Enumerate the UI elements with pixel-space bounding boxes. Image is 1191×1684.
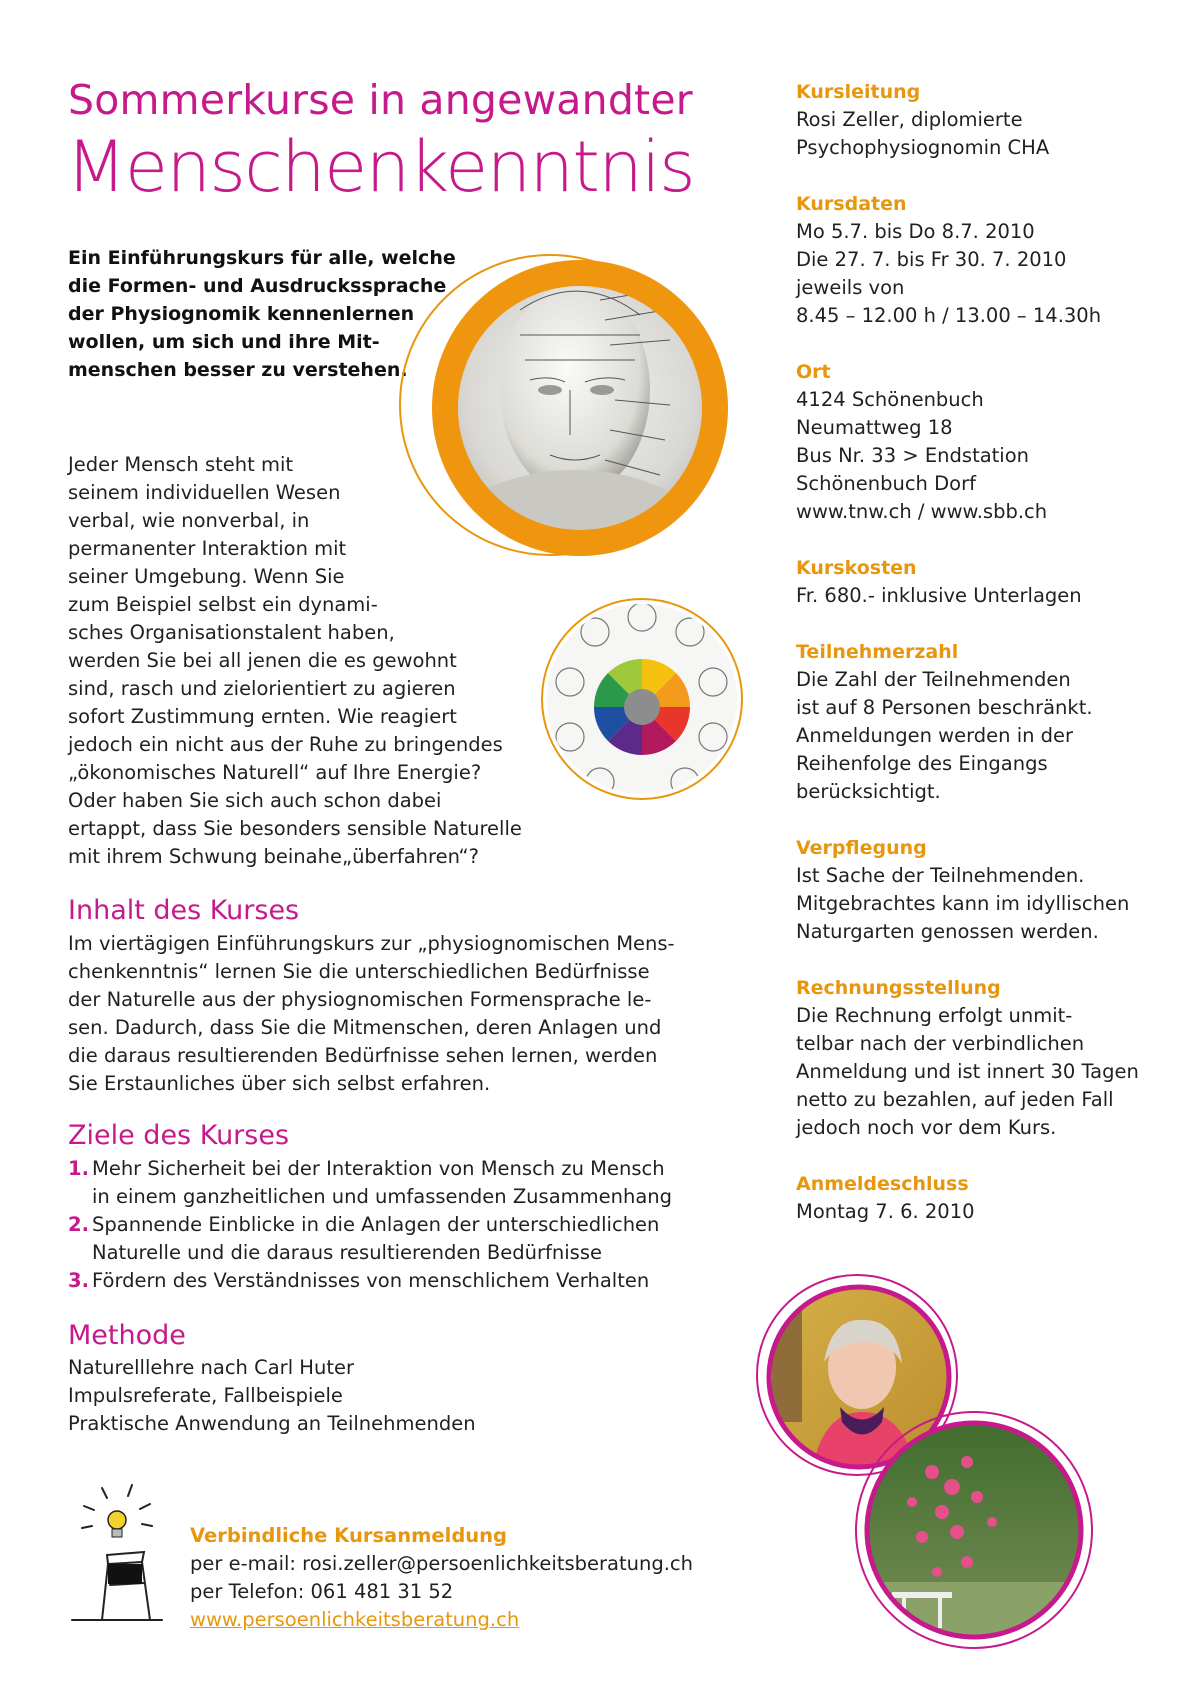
methode-line: Naturelllehre nach Carl Huter xyxy=(68,1356,354,1379)
sidebar-line: Die Rechnung erfolgt unmit- xyxy=(796,1004,1073,1027)
sidebar-line: Ist Sache der Teilnehmenden. xyxy=(796,864,1085,887)
title-line-1: Sommerkurse in angewandter xyxy=(68,76,693,124)
body-line: Jeder Mensch steht mit xyxy=(68,453,294,476)
sidebar-label: Kursleitung xyxy=(796,81,921,103)
sidebar-section-kursdaten xyxy=(796,190,1176,330)
list-line: Spannende Einblicke in die Anlagen der unterschiedlichen xyxy=(92,1213,660,1236)
contact-phone: per Telefon: 061 481 31 52 xyxy=(190,1580,454,1603)
sidebar-line: Anmeldungen werden in der xyxy=(796,724,1074,747)
body-line: jedoch ein nicht aus der Ruhe zu bringendes xyxy=(68,733,503,756)
sidebar-line: ist auf 8 Personen beschränkt. xyxy=(796,696,1093,719)
inhalt-line: sen. Dadurch, dass Sie die Mitmenschen, deren Anlagen und xyxy=(68,1016,662,1039)
body-line: Oder haben Sie sich auch schon dabei xyxy=(68,789,442,812)
sidebar-line: Naturgarten genossen werden. xyxy=(796,920,1099,943)
contact-block xyxy=(190,1522,693,1634)
sidebar-section-teilnehmerzahl xyxy=(796,638,1176,806)
sidebar-line: Psychophysiognomin CHA xyxy=(796,136,1050,159)
contact-label: Verbindliche Kursanmeldung xyxy=(190,1524,507,1547)
sidebar-line: Fr. 680.- inklusive Unterlagen xyxy=(796,584,1082,607)
list-item xyxy=(68,1267,672,1295)
sidebar-section-rechnungsstellung xyxy=(796,974,1176,1142)
intro-line: menschen besser zu verstehen. xyxy=(68,359,408,381)
sidebar-section-ort xyxy=(796,358,1176,526)
sidebar-label: Verpflegung xyxy=(796,837,927,859)
methode-line: Praktische Anwendung an Teilnehmenden xyxy=(68,1412,476,1435)
sidebar-label: Teilnehmerzahl xyxy=(796,641,959,663)
sidebar-line: Rosi Zeller, diplomierte xyxy=(796,108,1023,131)
lightbulb-chair-logo xyxy=(62,1480,172,1630)
inhalt-line: Im viertägigen Einführungskurs zur „physiognomischen Mens- xyxy=(68,932,675,955)
sidebar-line: jeweils von xyxy=(796,276,905,299)
body-line: zum Beispiel selbst ein dynami- xyxy=(68,593,378,616)
inhalt-paragraph xyxy=(68,930,675,1098)
sidebar-line: Mitgebrachtes kann im idyllischen xyxy=(796,892,1130,915)
inhalt-line: der Naturelle aus der physiognomischen Formensprache le- xyxy=(68,988,652,1011)
sidebar-section-verpflegung xyxy=(796,834,1176,946)
sidebar-line: Mo 5.7. bis Do 8.7. 2010 xyxy=(796,220,1035,243)
sidebar-line: www.tnw.ch / www.sbb.ch xyxy=(796,500,1048,523)
sidebar-label: Ort xyxy=(796,361,831,383)
sidebar-line: berücksichtigt. xyxy=(796,780,941,803)
sidebar-line: Anmeldung und ist innert 30 Tagen xyxy=(796,1060,1139,1083)
body-paragraph xyxy=(68,451,522,871)
sidebar-line: Montag 7. 6. 2010 xyxy=(796,1200,975,1223)
inhalt-line: chenkenntnis“ lernen Sie die unterschiedlichen Bedürfnisse xyxy=(68,960,650,983)
body-line: ertappt, dass Sie besonders sensible Naturelle xyxy=(68,817,522,840)
ziele-heading: Ziele des Kurses xyxy=(68,1120,290,1151)
list-item xyxy=(68,1211,672,1267)
body-line: sofort Zustimmung ernten. Wie reagiert xyxy=(68,705,457,728)
body-line: sind, rasch und zielorientiert zu agieren xyxy=(68,677,456,700)
inhalt-line: die daraus resultierenden Bedürfnisse sehen lernen, werden xyxy=(68,1044,658,1067)
intro-line: wollen, um sich und ihre Mit- xyxy=(68,331,380,353)
ziele-list xyxy=(68,1155,672,1295)
color-wheel-graphic xyxy=(535,592,750,807)
sidebar-line: Die Zahl der Teilnehmenden xyxy=(796,668,1071,691)
website-link[interactable]: www.persoenlichkeitsberatung.ch xyxy=(190,1608,520,1631)
intro-line: die Formen- und Ausdruckssprache xyxy=(68,275,447,297)
body-line: seinem individuellen Wesen xyxy=(68,481,341,504)
inhalt-heading: Inhalt des Kurses xyxy=(68,895,300,926)
list-number: 2. xyxy=(68,1213,89,1236)
list-line: in einem ganzheitlichen und umfassenden Zusammenhang xyxy=(92,1185,673,1208)
sidebar-line: Reihenfolge des Eingangs xyxy=(796,752,1048,775)
instructor-garden-photos xyxy=(752,1272,1132,1672)
methode-paragraph xyxy=(68,1354,476,1438)
intro-line: der Physiognomik kennenlernen xyxy=(68,303,415,325)
list-line: Naturelle und die daraus resultierenden Bedürfnisse xyxy=(92,1241,602,1264)
body-line: verbal, wie nonverbal, in xyxy=(68,509,310,532)
sidebar-line: Die 27. 7. bis Fr 30. 7. 2010 xyxy=(796,248,1067,271)
sidebar-section-kurskosten xyxy=(796,554,1176,610)
body-line: permanenter Interaktion mit xyxy=(68,537,347,560)
sidebar-info xyxy=(796,78,1176,1226)
methode-heading: Methode xyxy=(68,1320,186,1351)
inhalt-line: Sie Erstaunliches über sich selbst erfahren. xyxy=(68,1072,491,1095)
list-number: 1. xyxy=(68,1157,89,1180)
sidebar-line: 8.45 – 12.00 h / 13.00 – 14.30h xyxy=(796,304,1102,327)
body-line: „ökonomisches Naturell“ auf Ihre Energie? xyxy=(68,761,482,784)
sidebar-section-kursleitung xyxy=(796,78,1176,162)
sidebar-line: jedoch noch vor dem Kurs. xyxy=(796,1116,1057,1139)
body-line: seiner Umgebung. Wenn Sie xyxy=(68,565,345,588)
list-item xyxy=(68,1155,672,1211)
sidebar-line: telbar nach der verbindlichen xyxy=(796,1032,1085,1055)
sidebar-label: Kurskosten xyxy=(796,557,917,579)
list-line: Fördern des Verständnisses von menschlichem Verhalten xyxy=(92,1269,650,1292)
body-line: sches Organisationstalent haben, xyxy=(68,621,395,644)
sidebar-line: Schönenbuch Dorf xyxy=(796,472,976,495)
sidebar-label: Rechnungsstellung xyxy=(796,977,1001,999)
sidebar-line: 4124 Schönenbuch xyxy=(796,388,984,411)
list-line: Mehr Sicherheit bei der Interaktion von Mensch zu Mensch xyxy=(92,1157,665,1180)
intro-line: Ein Einführungskurs für alle, welche xyxy=(68,247,456,269)
sidebar-line: Neumattweg 18 xyxy=(796,416,953,439)
contact-email[interactable]: per e-mail: rosi.zeller@persoenlichkeitsberatung.ch xyxy=(190,1552,693,1575)
sidebar-label: Kursdaten xyxy=(796,193,907,215)
title-line-2: Menschenkenntnis xyxy=(66,126,695,208)
list-number: 3. xyxy=(68,1269,89,1292)
sidebar-line: netto zu bezahlen, auf jeden Fall xyxy=(796,1088,1114,1111)
body-line: werden Sie bei all jenen die es gewohnt xyxy=(68,649,457,672)
sidebar-line: Bus Nr. 33 > Endstation xyxy=(796,444,1030,467)
sidebar-label: Anmeldeschluss xyxy=(796,1173,969,1195)
body-line: mit ihrem Schwung beinahe„überfahren“? xyxy=(68,845,479,868)
methode-line: Impulsreferate, Fallbeispiele xyxy=(68,1384,343,1407)
sidebar-section-anmeldeschluss xyxy=(796,1170,1176,1226)
